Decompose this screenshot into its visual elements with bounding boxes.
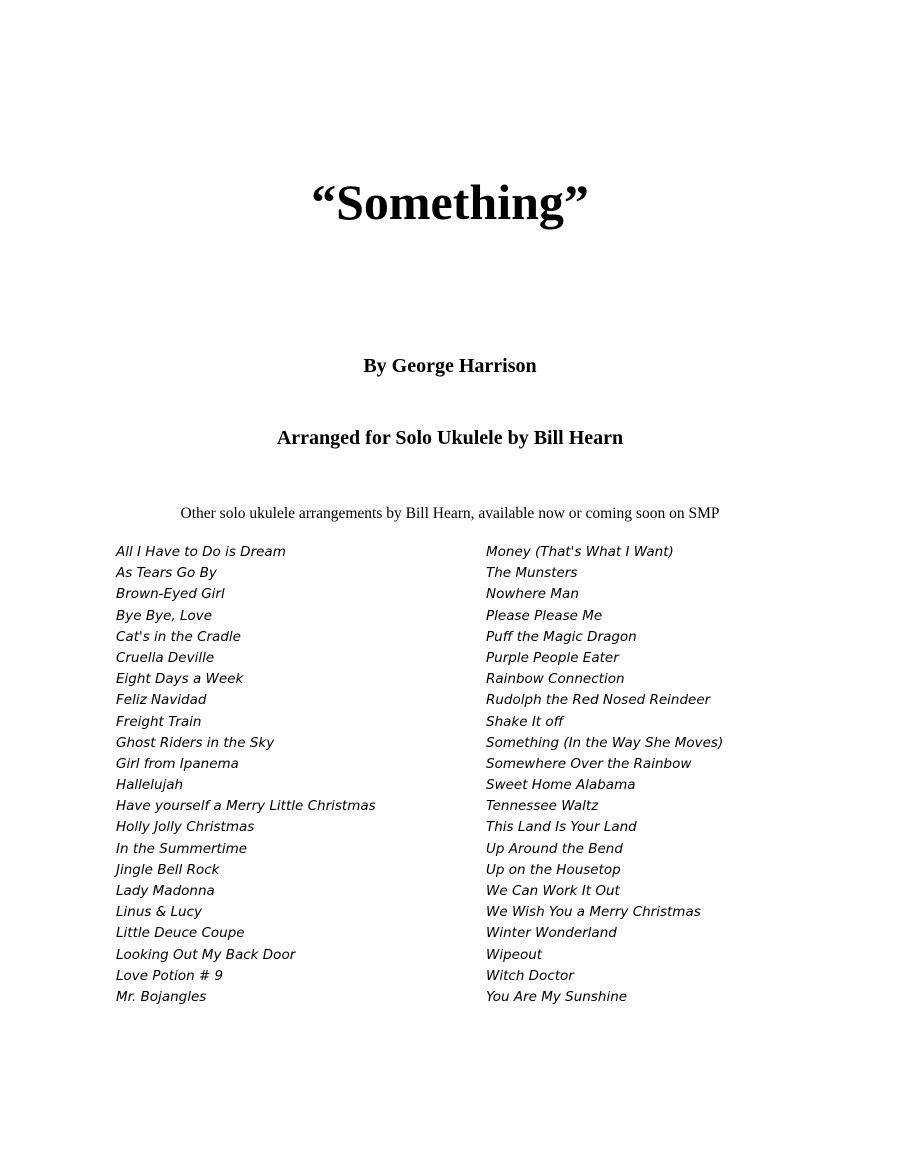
arrangement-title: Shake It off xyxy=(486,713,564,730)
arrangement-title: Have yourself a Merry Little Christmas xyxy=(116,798,376,815)
arrangement-title: Hallelujah xyxy=(116,777,184,794)
arrangement-title: We Can Work It Out xyxy=(486,883,620,899)
arrangement-title: Rudolph the Red Nosed Reindeer xyxy=(486,692,711,709)
arrangement-title: We Wish You a Merry Christmas xyxy=(486,904,701,921)
other-arrangements-intro: Other solo ukulele arrangements by Bill Hearn, available now or coming soon on SMP xyxy=(180,505,720,522)
arrangement-title: Ghost Riders in the Sky xyxy=(116,734,275,751)
arrangement-title: Bye Bye, Love xyxy=(116,607,213,624)
arrangement-title: Winter Wonderland xyxy=(486,925,617,942)
arrangement-title: Sweet Home Alabama xyxy=(486,777,636,794)
arrangement-title: In the Summertime xyxy=(116,840,248,857)
arrangement-title: Purple People Eater xyxy=(486,649,619,666)
arrangement-title: Girl from Ipanema xyxy=(116,755,239,772)
arrangements-list-left xyxy=(116,542,456,1008)
arrangement-title: Cat's in the Cradle xyxy=(116,628,241,645)
arrangements-list-right xyxy=(486,542,866,1008)
arrangement-title: Please Please Me xyxy=(486,607,603,624)
arranger-credit: Arranged for Solo Ukulele by Bill Hearn xyxy=(276,427,624,449)
arrangement-title: Nowhere Man xyxy=(486,586,579,603)
arrangement-title: The Munsters xyxy=(486,565,578,582)
arrangement-title: Up Around the Bend xyxy=(486,840,623,857)
arrangement-title: As Tears Go By xyxy=(116,565,217,582)
composer-credit: By George Harrison xyxy=(363,355,537,377)
arrangement-title: Love Potion # 9 xyxy=(116,967,224,984)
song-title: “Something” xyxy=(311,174,589,230)
arrangement-title: Looking Out My Back Door xyxy=(116,946,296,963)
arrangement-title: Cruella Deville xyxy=(116,649,215,666)
arrangement-title: This Land Is Your Land xyxy=(486,819,637,836)
arrangement-title: Jingle Bell Rock xyxy=(116,861,220,878)
arrangement-title: Something (In the Way She Moves) xyxy=(486,734,724,751)
arrangement-title: Tennessee Waltz xyxy=(486,798,599,815)
arrangement-title: Up on the Housetop xyxy=(486,861,621,878)
arrangement-title: Eight Days a Week xyxy=(116,671,244,688)
arrangement-title: You Are My Sunshine xyxy=(486,988,628,1005)
arrangement-title: Brown-Eyed Girl xyxy=(116,586,225,603)
arrangement-title: Wipeout xyxy=(486,946,543,963)
arrangement-title: Witch Doctor xyxy=(486,967,574,984)
arrangement-title: Holly Jolly Christmas xyxy=(116,819,255,836)
arrangement-title: Feliz Navidad xyxy=(116,692,207,709)
arrangement-title: Linus & Lucy xyxy=(116,904,203,921)
arrangement-title: Money (That's What I Want) xyxy=(486,544,674,560)
arrangement-title: Little Deuce Coupe xyxy=(116,925,245,942)
arrangement-title: Mr. Bojangles xyxy=(116,988,207,1005)
arrangement-title: Rainbow Connection xyxy=(486,671,625,688)
arrangement-title: Freight Train xyxy=(116,713,202,730)
arrangement-title: Lady Madonna xyxy=(116,883,215,899)
arrangement-title: Puff the Magic Dragon xyxy=(486,628,637,645)
arrangement-title: All I Have to Do is Dream xyxy=(116,544,286,560)
arrangement-title: Somewhere Over the Rainbow xyxy=(486,755,692,772)
